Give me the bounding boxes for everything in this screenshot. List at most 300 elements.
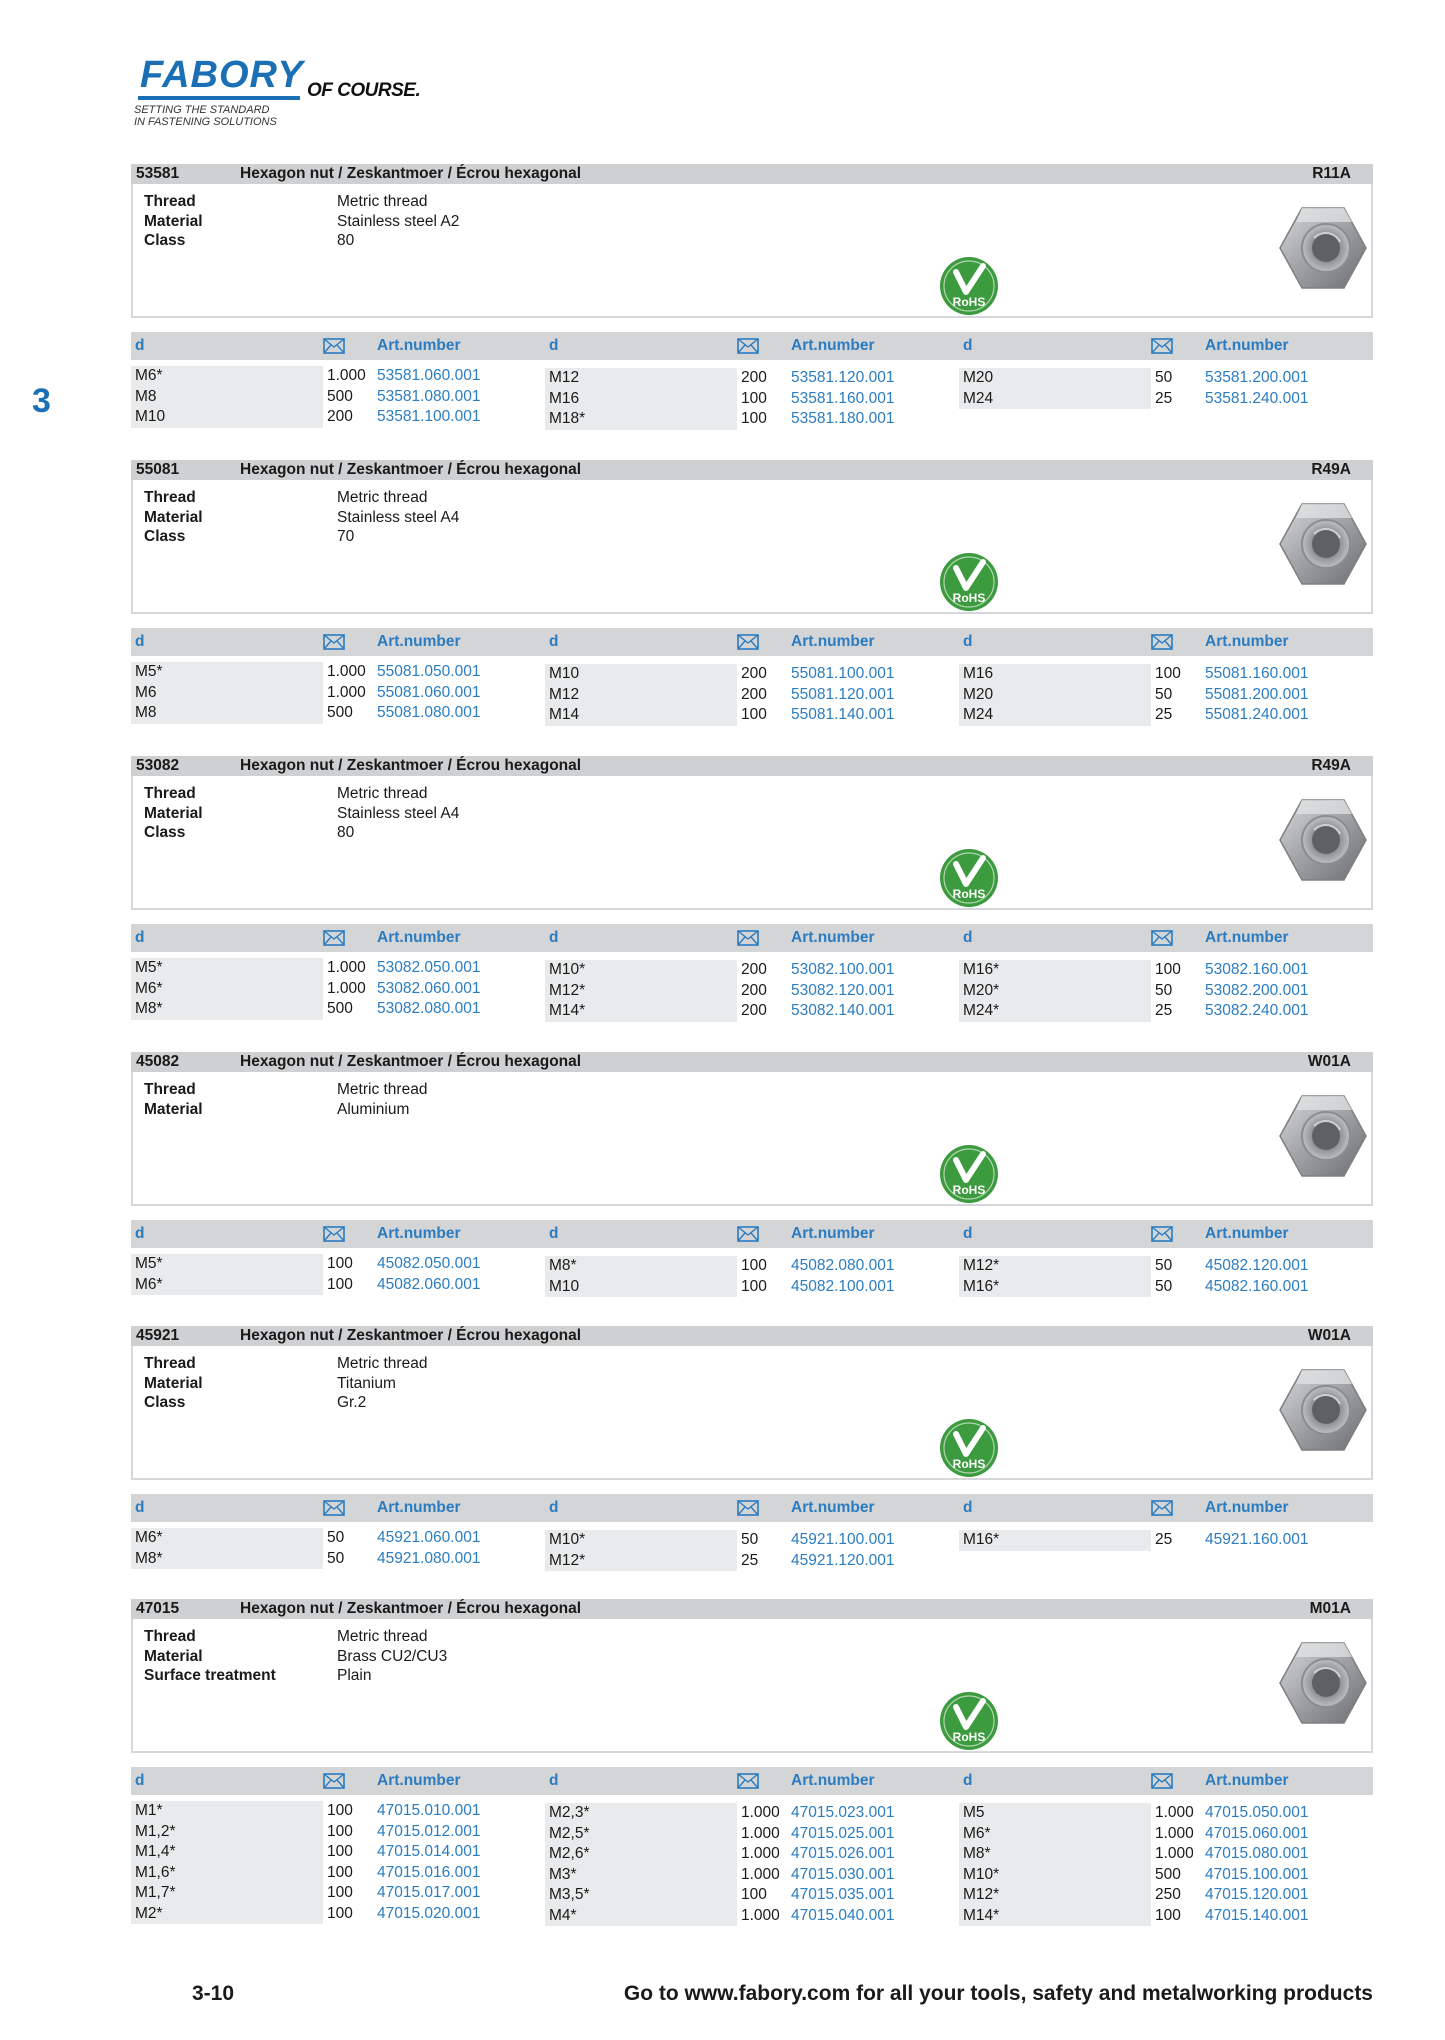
table-body bbox=[131, 1795, 1373, 1926]
cell-art-number[interactable]: 47015.100.001 bbox=[1205, 1865, 1309, 1883]
cell-diameter: M14* bbox=[959, 1906, 1151, 1927]
attribute-row bbox=[144, 192, 1371, 212]
table-row bbox=[959, 664, 1373, 685]
cell-quantity: 200 bbox=[741, 1002, 767, 1019]
cell-art-number[interactable]: 45082.060.001 bbox=[377, 1275, 481, 1293]
cell-quantity: 50 bbox=[741, 1531, 759, 1548]
table-row bbox=[131, 999, 545, 1020]
cell-diameter: M5* bbox=[131, 958, 323, 979]
header-d: d bbox=[549, 633, 559, 650]
cell-quantity: 100 bbox=[327, 1255, 353, 1272]
envelope-icon bbox=[323, 338, 377, 354]
cell-art-number[interactable]: 53581.120.001 bbox=[791, 369, 895, 386]
cell-diameter: M16* bbox=[959, 1530, 1151, 1551]
table-row bbox=[545, 1256, 959, 1277]
envelope-icon bbox=[323, 634, 377, 650]
attribute-key: Material bbox=[144, 1100, 203, 1118]
cell-art-number[interactable]: 47015.120.001 bbox=[1205, 1886, 1309, 1903]
header-d: d bbox=[135, 929, 145, 946]
cell-art-number[interactable]: 53082.240.001 bbox=[1205, 1002, 1309, 1019]
cell-diameter: M12* bbox=[545, 981, 737, 1002]
hex-nut-image bbox=[1276, 1639, 1368, 1727]
envelope-icon bbox=[737, 1773, 791, 1789]
cell-quantity: 100 bbox=[327, 1802, 353, 1819]
table-row bbox=[545, 1844, 959, 1865]
cell-diameter: M8* bbox=[959, 1844, 1151, 1865]
attribute-value: Stainless steel A2 bbox=[337, 212, 460, 230]
cell-art-number[interactable]: 45921.080.001 bbox=[377, 1549, 481, 1567]
cell-art-number[interactable]: 53082.140.001 bbox=[791, 1002, 895, 1019]
table-row bbox=[131, 1863, 545, 1884]
cell-quantity: 25 bbox=[741, 1551, 759, 1569]
product-code: 53082 bbox=[136, 757, 180, 774]
cell-diameter: M4* bbox=[545, 1906, 737, 1927]
product-code: 47015 bbox=[136, 1600, 180, 1617]
table-row bbox=[545, 368, 959, 389]
cell-art-number[interactable]: 45082.160.001 bbox=[1205, 1277, 1309, 1295]
header-art-number: Art.number bbox=[1205, 929, 1289, 946]
cell-diameter: M12 bbox=[545, 685, 737, 706]
cell-quantity: 25 bbox=[1155, 706, 1173, 723]
rohs-icon bbox=[939, 1144, 999, 1204]
cell-art-number[interactable]: 45921.160.001 bbox=[1205, 1531, 1309, 1548]
table-header-group bbox=[959, 1499, 1373, 1517]
cell-diameter: M1* bbox=[131, 1801, 323, 1822]
cell-quantity: 1.000 bbox=[327, 959, 366, 976]
cell-quantity: 50 bbox=[327, 1549, 345, 1567]
table-row bbox=[131, 407, 545, 428]
cell-art-number[interactable]: 55081.240.001 bbox=[1205, 706, 1309, 723]
product-block bbox=[131, 1326, 1373, 1571]
table-row bbox=[545, 1551, 959, 1572]
header-art-number: Art.number bbox=[377, 1499, 461, 1516]
table-header-group bbox=[959, 929, 1373, 947]
header-d: d bbox=[549, 337, 559, 354]
table-column bbox=[959, 1528, 1373, 1571]
cell-art-number[interactable]: 45082.050.001 bbox=[377, 1255, 481, 1272]
product-info bbox=[131, 480, 1373, 614]
attribute-row bbox=[144, 823, 1371, 843]
cell-art-number[interactable]: 47015.026.001 bbox=[791, 1845, 895, 1862]
table-header-group bbox=[131, 337, 545, 355]
product-code: 45921 bbox=[136, 1327, 180, 1344]
table-row bbox=[959, 1865, 1373, 1886]
cell-art-number[interactable]: 47015.035.001 bbox=[791, 1886, 895, 1903]
table-header-group bbox=[545, 337, 959, 355]
envelope-icon bbox=[1151, 338, 1205, 354]
table-row bbox=[959, 1001, 1373, 1022]
cell-quantity: 50 bbox=[1155, 1277, 1173, 1295]
cell-art-number[interactable]: 47015.023.001 bbox=[791, 1804, 895, 1821]
cell-art-number[interactable]: 55081.050.001 bbox=[377, 663, 481, 680]
product-title: Hexagon nut / Zeskantmoer / Écrou hexagonal bbox=[240, 757, 582, 774]
header-art-number: Art.number bbox=[377, 633, 461, 650]
table-row bbox=[959, 705, 1373, 726]
cell-diameter: M14 bbox=[545, 705, 737, 726]
cell-diameter: M1,7* bbox=[131, 1883, 323, 1904]
attribute-value: Stainless steel A4 bbox=[337, 508, 460, 526]
cell-diameter: M20* bbox=[959, 981, 1151, 1002]
attribute-value: Metric thread bbox=[337, 489, 428, 506]
attribute-value: Brass CU2/CU3 bbox=[337, 1647, 448, 1665]
cell-quantity: 100 bbox=[327, 1863, 353, 1881]
cell-art-number[interactable]: 45921.060.001 bbox=[377, 1529, 481, 1546]
logo-tagline: SETTING THE STANDARD IN FASTENING SOLUTIONS bbox=[134, 104, 277, 128]
cell-art-number[interactable]: 45921.120.001 bbox=[791, 1551, 895, 1569]
cell-art-number[interactable]: 47015.030.001 bbox=[791, 1865, 895, 1883]
table-row bbox=[131, 683, 545, 704]
product-code: 55081 bbox=[136, 461, 180, 478]
cell-art-number[interactable]: 47015.140.001 bbox=[1205, 1906, 1309, 1924]
cell-art-number[interactable]: 47015.060.001 bbox=[1205, 1824, 1309, 1842]
cell-diameter: M5* bbox=[131, 662, 323, 683]
cell-diameter: M1,2* bbox=[131, 1822, 323, 1843]
cell-quantity: 1.000 bbox=[741, 1845, 780, 1862]
table-row bbox=[545, 664, 959, 685]
attribute-key: Class bbox=[144, 1394, 186, 1411]
product-spec: R11A bbox=[1312, 165, 1351, 182]
attribute-row bbox=[144, 527, 1371, 547]
header-d: d bbox=[963, 633, 973, 650]
cell-art-number[interactable]: 55081.120.001 bbox=[791, 685, 895, 703]
cell-diameter: M16 bbox=[959, 664, 1151, 685]
product-spec: W01A bbox=[1307, 1327, 1351, 1344]
cell-art-number[interactable]: 55081.080.001 bbox=[377, 704, 481, 721]
header-art-number: Art.number bbox=[377, 1225, 461, 1242]
envelope-icon bbox=[737, 1500, 791, 1516]
table-header-group bbox=[959, 1225, 1373, 1243]
page-number: 3-10 bbox=[192, 1982, 235, 2005]
table-row bbox=[131, 1254, 545, 1275]
product-header bbox=[131, 756, 1373, 776]
table-column bbox=[959, 662, 1373, 726]
cell-art-number[interactable]: 47015.040.001 bbox=[791, 1906, 895, 1924]
table-row bbox=[959, 981, 1373, 1002]
header-d: d bbox=[549, 929, 559, 946]
table-row bbox=[959, 368, 1373, 389]
table-header bbox=[131, 924, 1373, 952]
cell-quantity: 100 bbox=[741, 389, 767, 407]
cell-diameter: M12* bbox=[545, 1551, 737, 1572]
product-info bbox=[131, 184, 1373, 318]
cell-diameter: M3* bbox=[545, 1865, 737, 1886]
attribute-row bbox=[144, 1666, 1371, 1686]
cell-quantity: 200 bbox=[741, 961, 767, 978]
table-header-group bbox=[131, 929, 545, 947]
cell-quantity: 500 bbox=[327, 1000, 353, 1017]
cell-art-number[interactable]: 53581.080.001 bbox=[377, 387, 481, 405]
cell-diameter: M8 bbox=[131, 703, 323, 724]
table-header-group bbox=[959, 337, 1373, 355]
cell-diameter: M2* bbox=[131, 1904, 323, 1925]
svg-text:RoHS: RoHS bbox=[952, 1730, 986, 1744]
table-header bbox=[131, 1767, 1373, 1795]
cell-quantity: 100 bbox=[741, 1257, 767, 1274]
cell-quantity: 1.000 bbox=[1155, 1804, 1194, 1821]
table-row bbox=[131, 703, 545, 724]
cell-art-number[interactable]: 47015.014.001 bbox=[377, 1843, 481, 1860]
attribute-value: Metric thread bbox=[337, 1355, 428, 1372]
cell-quantity: 25 bbox=[1155, 1531, 1173, 1548]
table-column bbox=[131, 1528, 545, 1571]
product-header bbox=[131, 1599, 1373, 1619]
attribute-row bbox=[144, 1354, 1371, 1374]
svg-text:RoHS: RoHS bbox=[952, 887, 986, 901]
header-art-number: Art.number bbox=[377, 929, 461, 946]
header-d: d bbox=[963, 1772, 973, 1789]
table-header bbox=[131, 628, 1373, 656]
product-code: 53581 bbox=[136, 165, 180, 182]
cell-quantity: 50 bbox=[1155, 981, 1173, 999]
cell-art-number[interactable]: 53581.060.001 bbox=[377, 367, 481, 384]
table-header-group bbox=[545, 633, 959, 651]
svg-text:RoHS: RoHS bbox=[952, 295, 986, 309]
table-row bbox=[131, 1549, 545, 1570]
product-block bbox=[131, 1052, 1373, 1297]
cell-art-number[interactable]: 55081.140.001 bbox=[791, 706, 895, 723]
cell-art-number[interactable]: 53082.160.001 bbox=[1205, 961, 1309, 978]
envelope-icon bbox=[1151, 1226, 1205, 1242]
cell-quantity: 1.000 bbox=[741, 1804, 780, 1821]
attribute-row bbox=[144, 488, 1371, 508]
cell-art-number[interactable]: 55081.100.001 bbox=[791, 665, 895, 682]
cell-quantity: 200 bbox=[741, 369, 767, 386]
cell-art-number[interactable]: 53082.200.001 bbox=[1205, 981, 1309, 999]
table-column bbox=[545, 1801, 959, 1926]
attribute-value: 70 bbox=[337, 528, 355, 545]
attribute-row bbox=[144, 804, 1371, 824]
header-d: d bbox=[135, 1772, 145, 1789]
header-d: d bbox=[549, 1772, 559, 1789]
header-art-number: Art.number bbox=[377, 337, 461, 354]
cell-quantity: 100 bbox=[741, 410, 767, 427]
header-art-number: Art.number bbox=[1205, 1225, 1289, 1242]
cell-art-number[interactable]: 53082.080.001 bbox=[377, 1000, 481, 1017]
cell-diameter: M6* bbox=[131, 1528, 323, 1549]
table-header-group bbox=[545, 1499, 959, 1517]
attribute-key: Material bbox=[144, 804, 203, 822]
product-block bbox=[131, 164, 1373, 430]
cell-art-number[interactable]: 53581.200.001 bbox=[1205, 369, 1309, 386]
attribute-value: 80 bbox=[337, 232, 355, 249]
cell-art-number[interactable]: 47015.010.001 bbox=[377, 1802, 481, 1819]
header-art-number: Art.number bbox=[791, 1225, 875, 1242]
cell-diameter: M10 bbox=[545, 1277, 737, 1298]
table-body bbox=[131, 656, 1373, 726]
cell-diameter: M5 bbox=[959, 1803, 1151, 1824]
cell-art-number[interactable]: 45082.120.001 bbox=[1205, 1257, 1309, 1274]
attribute-row bbox=[144, 1374, 1371, 1394]
cell-diameter: M14* bbox=[545, 1001, 737, 1022]
table-row bbox=[131, 958, 545, 979]
attribute-value: Metric thread bbox=[337, 1081, 428, 1098]
attribute-key: Class bbox=[144, 824, 186, 841]
product-code: 45082 bbox=[136, 1053, 180, 1070]
cell-art-number[interactable]: 45921.100.001 bbox=[791, 1531, 895, 1548]
cell-diameter: M1,4* bbox=[131, 1842, 323, 1863]
cell-quantity: 1.000 bbox=[327, 979, 366, 997]
table-column bbox=[959, 1254, 1373, 1297]
product-spec: W01A bbox=[1307, 1053, 1351, 1070]
rohs-icon bbox=[939, 1418, 999, 1478]
svg-text:RoHS: RoHS bbox=[952, 1457, 986, 1471]
cell-art-number[interactable]: 55081.060.001 bbox=[377, 683, 481, 701]
envelope-icon bbox=[1151, 930, 1205, 946]
cell-quantity: 1.000 bbox=[1155, 1824, 1194, 1842]
table-header-group bbox=[131, 1225, 545, 1243]
cell-diameter: M8* bbox=[545, 1256, 737, 1277]
cell-quantity: 25 bbox=[1155, 1002, 1173, 1019]
attribute-value: 80 bbox=[337, 824, 355, 841]
header-art-number: Art.number bbox=[1205, 633, 1289, 650]
cell-art-number[interactable]: 47015.016.001 bbox=[377, 1863, 481, 1881]
cell-diameter: M12* bbox=[959, 1256, 1151, 1277]
table-row bbox=[959, 1256, 1373, 1277]
cell-art-number[interactable]: 47015.020.001 bbox=[377, 1904, 481, 1922]
cell-art-number[interactable]: 55081.160.001 bbox=[1205, 665, 1309, 682]
table-header-group bbox=[131, 1772, 545, 1790]
cell-art-number[interactable]: 45082.100.001 bbox=[791, 1277, 895, 1295]
header-art-number: Art.number bbox=[377, 1772, 461, 1789]
attribute-row bbox=[144, 1647, 1371, 1667]
table-column bbox=[131, 366, 545, 430]
header-d: d bbox=[135, 1225, 145, 1242]
cell-diameter: M24 bbox=[959, 389, 1151, 410]
cell-diameter: M20 bbox=[959, 685, 1151, 706]
envelope-icon bbox=[737, 338, 791, 354]
svg-text:RoHS: RoHS bbox=[952, 1183, 986, 1197]
cell-diameter: M8* bbox=[131, 1549, 323, 1570]
cell-quantity: 500 bbox=[1155, 1865, 1181, 1883]
table-row bbox=[545, 1865, 959, 1886]
cell-diameter: M5* bbox=[131, 1254, 323, 1275]
table-body bbox=[131, 952, 1373, 1022]
cell-quantity: 100 bbox=[1155, 1906, 1181, 1924]
cell-art-number[interactable]: 55081.200.001 bbox=[1205, 685, 1309, 703]
table-row bbox=[959, 685, 1373, 706]
table-column bbox=[131, 958, 545, 1022]
table-header bbox=[131, 332, 1373, 360]
cell-art-number[interactable]: 53581.180.001 bbox=[791, 410, 895, 427]
cell-quantity: 1.000 bbox=[327, 683, 366, 701]
chapter-number: 3 bbox=[32, 382, 51, 420]
cell-diameter: M16* bbox=[959, 960, 1151, 981]
cell-quantity: 50 bbox=[1155, 1257, 1173, 1274]
cell-quantity: 500 bbox=[327, 387, 353, 405]
envelope-icon bbox=[737, 1226, 791, 1242]
attribute-key: Class bbox=[144, 528, 186, 545]
cell-quantity: 200 bbox=[741, 665, 767, 682]
product-block bbox=[131, 1599, 1373, 1926]
cell-art-number[interactable]: 53082.050.001 bbox=[377, 959, 481, 976]
cell-quantity: 100 bbox=[327, 1822, 353, 1840]
cell-diameter: M18* bbox=[545, 409, 737, 430]
header-art-number: Art.number bbox=[791, 1499, 875, 1516]
cell-art-number[interactable]: 47015.080.001 bbox=[1205, 1845, 1309, 1862]
cell-quantity: 200 bbox=[327, 408, 353, 425]
table-row bbox=[545, 1906, 959, 1927]
header-d: d bbox=[135, 1499, 145, 1516]
cell-art-number[interactable]: 47015.025.001 bbox=[791, 1824, 895, 1842]
cell-diameter: M2,3* bbox=[545, 1803, 737, 1824]
envelope-icon bbox=[323, 1500, 377, 1516]
cell-art-number[interactable]: 53581.160.001 bbox=[791, 389, 895, 407]
attribute-key: Material bbox=[144, 508, 203, 526]
table-row bbox=[131, 1275, 545, 1296]
table-column bbox=[545, 958, 959, 1022]
attribute-key: Class bbox=[144, 232, 186, 249]
cell-art-number[interactable]: 53082.060.001 bbox=[377, 979, 481, 997]
envelope-icon bbox=[1151, 1773, 1205, 1789]
table-body bbox=[131, 1248, 1373, 1297]
product-header bbox=[131, 164, 1373, 184]
cell-diameter: M1,6* bbox=[131, 1863, 323, 1884]
envelope-icon bbox=[1151, 1500, 1205, 1516]
cell-diameter: M10 bbox=[545, 664, 737, 685]
table-row bbox=[545, 409, 959, 430]
cell-quantity: 250 bbox=[1155, 1886, 1181, 1903]
cell-art-number[interactable]: 45082.080.001 bbox=[791, 1257, 895, 1274]
cell-diameter: M10* bbox=[959, 1865, 1151, 1886]
attribute-row bbox=[144, 212, 1371, 232]
cell-diameter: M10* bbox=[545, 1530, 737, 1551]
cell-diameter: M2,5* bbox=[545, 1824, 737, 1845]
fabory-logo bbox=[132, 54, 432, 134]
cell-diameter: M6* bbox=[131, 366, 323, 387]
header-d: d bbox=[549, 1499, 559, 1516]
attribute-key: Thread bbox=[144, 489, 196, 506]
cell-art-number[interactable]: 53581.100.001 bbox=[377, 408, 481, 425]
table-row bbox=[545, 1885, 959, 1906]
footer-slogan: Go to www.fabory.com for all your tools, safety and metalworking products bbox=[623, 1982, 1373, 2005]
table-row bbox=[131, 1528, 545, 1549]
logo-brand: FABORY bbox=[140, 54, 304, 96]
cell-diameter: M8* bbox=[131, 999, 323, 1020]
cell-art-number[interactable]: 53581.240.001 bbox=[1205, 389, 1309, 407]
product-title: Hexagon nut / Zeskantmoer / Écrou hexagonal bbox=[240, 1327, 582, 1344]
product-info bbox=[131, 776, 1373, 910]
hex-nut-image bbox=[1276, 1366, 1368, 1454]
table-row bbox=[959, 1844, 1373, 1865]
cell-art-number[interactable]: 47015.017.001 bbox=[377, 1884, 481, 1901]
header-art-number: Art.number bbox=[791, 1772, 875, 1789]
cell-art-number[interactable]: 53082.100.001 bbox=[791, 961, 895, 978]
cell-art-number[interactable]: 47015.012.001 bbox=[377, 1822, 481, 1840]
rohs-icon bbox=[939, 552, 999, 612]
table-header-group bbox=[545, 1225, 959, 1243]
table-column bbox=[959, 1801, 1373, 1926]
cell-quantity: 1.000 bbox=[741, 1865, 780, 1883]
cell-diameter: M6* bbox=[131, 979, 323, 1000]
attribute-value: Metric thread bbox=[337, 785, 428, 802]
table-header-group bbox=[131, 633, 545, 651]
table-column bbox=[545, 1254, 959, 1297]
product-spec: M01A bbox=[1309, 1600, 1351, 1617]
attribute-value: Metric thread bbox=[337, 1628, 428, 1645]
cell-art-number[interactable]: 53082.120.001 bbox=[791, 981, 895, 999]
table-body bbox=[131, 360, 1373, 430]
hex-nut-image bbox=[1276, 500, 1368, 588]
product-spec: R49A bbox=[1311, 461, 1351, 478]
cell-art-number[interactable]: 47015.050.001 bbox=[1205, 1804, 1309, 1821]
product-title: Hexagon nut / Zeskantmoer / Écrou hexagonal bbox=[240, 1600, 582, 1617]
cell-quantity: 100 bbox=[741, 1277, 767, 1295]
table-row bbox=[131, 1822, 545, 1843]
cell-quantity: 1.000 bbox=[741, 1906, 780, 1924]
envelope-icon bbox=[323, 930, 377, 946]
table-row bbox=[131, 979, 545, 1000]
product-title: Hexagon nut / Zeskantmoer / Écrou hexagonal bbox=[240, 1053, 582, 1070]
